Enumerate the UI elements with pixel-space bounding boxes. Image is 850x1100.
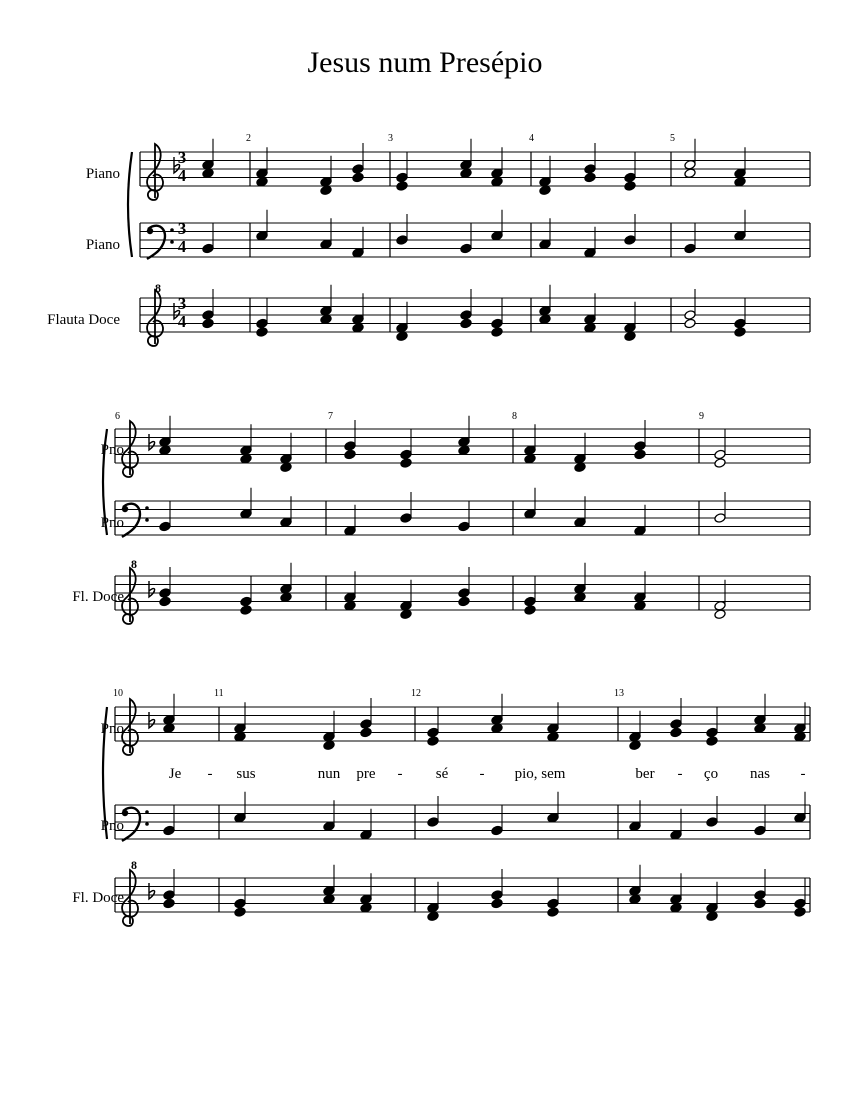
instrument-label-piano-treble: Pno bbox=[100, 721, 124, 737]
note-head bbox=[491, 825, 503, 836]
note-head bbox=[234, 907, 246, 918]
note-head bbox=[539, 305, 551, 316]
staff-system bbox=[100, 699, 810, 926]
note-head bbox=[491, 890, 503, 901]
note-head bbox=[396, 181, 408, 192]
svg-text:3: 3 bbox=[177, 148, 187, 167]
note-head bbox=[202, 168, 214, 179]
note-head bbox=[344, 600, 356, 611]
note-head bbox=[491, 714, 503, 725]
note-head bbox=[256, 168, 268, 179]
note-head bbox=[706, 911, 718, 922]
measure-number: 4 bbox=[529, 133, 534, 144]
note-head bbox=[714, 609, 726, 620]
note-head bbox=[460, 310, 472, 321]
note-head bbox=[491, 168, 503, 179]
note-head bbox=[320, 305, 332, 316]
note-head bbox=[491, 176, 503, 187]
note-head bbox=[714, 600, 726, 611]
lyric-syllable: nun bbox=[317, 766, 341, 782]
note-head bbox=[539, 176, 551, 187]
lyric-syllable: ber bbox=[635, 766, 655, 782]
lyric-syllable: sus bbox=[236, 766, 256, 782]
note-head bbox=[539, 314, 551, 325]
note-head bbox=[159, 436, 171, 447]
instrument-label-piano-bass: Pno bbox=[100, 818, 124, 834]
note-head bbox=[714, 458, 726, 469]
note-head bbox=[202, 318, 214, 329]
note-head bbox=[352, 164, 364, 175]
note-head bbox=[344, 525, 356, 536]
note-head bbox=[547, 907, 559, 918]
note-head bbox=[280, 462, 292, 473]
note-head bbox=[634, 600, 646, 611]
notes-system bbox=[163, 694, 806, 922]
note-head bbox=[256, 176, 268, 187]
note-head bbox=[794, 907, 806, 918]
note-head bbox=[360, 727, 372, 738]
note-head bbox=[352, 172, 364, 183]
note-head bbox=[344, 449, 356, 460]
note-head bbox=[624, 172, 636, 183]
lyric-syllable: nas bbox=[750, 766, 770, 782]
note-head bbox=[458, 436, 470, 447]
instrument-label-piano-bass: Piano bbox=[85, 237, 120, 253]
note-head bbox=[280, 453, 292, 464]
note-head bbox=[240, 453, 252, 464]
note-head bbox=[460, 159, 472, 170]
note-head bbox=[754, 714, 766, 725]
note-head bbox=[734, 230, 746, 241]
note-head bbox=[396, 322, 408, 333]
note-head bbox=[794, 723, 806, 734]
lyric-hyphen: - bbox=[800, 766, 806, 782]
note-head bbox=[524, 453, 536, 464]
lyric-syllable: pre bbox=[356, 766, 376, 782]
note-head bbox=[634, 441, 646, 452]
instrument-label-piano-treble: Piano bbox=[85, 166, 120, 182]
octave-mark: 8 bbox=[155, 281, 161, 295]
notation-layer bbox=[159, 139, 806, 922]
note-head bbox=[706, 736, 718, 747]
note-head bbox=[684, 318, 696, 329]
note-head bbox=[794, 731, 806, 742]
note-head bbox=[524, 508, 536, 519]
note-head bbox=[574, 583, 586, 594]
note-head bbox=[634, 449, 646, 460]
note-head bbox=[491, 318, 503, 329]
note-head bbox=[754, 898, 766, 909]
measure-number: 6 bbox=[115, 411, 120, 422]
note-head bbox=[400, 600, 412, 611]
note-head bbox=[734, 168, 746, 179]
note-head bbox=[629, 731, 641, 742]
note-head bbox=[684, 159, 696, 170]
note-head bbox=[427, 817, 439, 828]
measure-number: 5 bbox=[670, 133, 675, 144]
note-head bbox=[427, 736, 439, 747]
note-head bbox=[584, 247, 596, 258]
note-head bbox=[734, 176, 746, 187]
octave-mark: 8 bbox=[131, 557, 137, 571]
note-head bbox=[400, 513, 412, 524]
note-head bbox=[360, 829, 372, 840]
note-head bbox=[574, 453, 586, 464]
note-head bbox=[714, 449, 726, 460]
note-head bbox=[524, 596, 536, 607]
note-head bbox=[460, 318, 472, 329]
note-head bbox=[323, 740, 335, 751]
note-head bbox=[794, 898, 806, 909]
note-head bbox=[629, 894, 641, 905]
score-title: Jesus num Presépio bbox=[307, 46, 543, 79]
note-head bbox=[491, 327, 503, 338]
measure-number: 11 bbox=[214, 688, 224, 699]
note-head bbox=[320, 314, 332, 325]
note-head bbox=[344, 441, 356, 452]
note-head bbox=[670, 829, 682, 840]
note-head bbox=[794, 812, 806, 823]
svg-text:3: 3 bbox=[177, 294, 187, 313]
note-head bbox=[240, 605, 252, 616]
note-head bbox=[491, 723, 503, 734]
svg-text:4: 4 bbox=[177, 312, 187, 331]
flat-icon bbox=[149, 712, 155, 728]
measure-number: 12 bbox=[411, 688, 421, 699]
note-head bbox=[323, 885, 335, 896]
note-head bbox=[159, 596, 171, 607]
flat-icon bbox=[149, 883, 155, 899]
note-head bbox=[539, 239, 551, 250]
note-head bbox=[584, 172, 596, 183]
svg-text:4: 4 bbox=[177, 166, 187, 185]
note-head bbox=[754, 825, 766, 836]
note-head bbox=[234, 898, 246, 909]
note-head bbox=[159, 445, 171, 456]
measure-number: 10 bbox=[113, 688, 123, 699]
note-head bbox=[320, 176, 332, 187]
note-head bbox=[670, 727, 682, 738]
note-head bbox=[624, 235, 636, 246]
note-head bbox=[458, 596, 470, 607]
note-head bbox=[202, 243, 214, 254]
note-head bbox=[584, 314, 596, 325]
note-head bbox=[256, 327, 268, 338]
note-head bbox=[159, 521, 171, 532]
note-head bbox=[629, 740, 641, 751]
note-head bbox=[574, 462, 586, 473]
note-head bbox=[396, 172, 408, 183]
staff-system bbox=[100, 421, 810, 624]
note-head bbox=[670, 902, 682, 913]
note-head bbox=[256, 318, 268, 329]
note-head bbox=[624, 331, 636, 342]
note-head bbox=[163, 890, 175, 901]
note-head bbox=[240, 508, 252, 519]
note-head bbox=[684, 243, 696, 254]
note-head bbox=[539, 185, 551, 196]
svg-text:4: 4 bbox=[177, 237, 187, 256]
note-head bbox=[629, 821, 641, 832]
note-head bbox=[547, 731, 559, 742]
instrument-label-flute: Flauta Doce bbox=[47, 312, 120, 328]
note-head bbox=[574, 592, 586, 603]
note-head bbox=[280, 517, 292, 528]
note-head bbox=[734, 327, 746, 338]
note-head bbox=[352, 322, 364, 333]
note-head bbox=[524, 605, 536, 616]
note-head bbox=[491, 230, 503, 241]
note-head bbox=[323, 821, 335, 832]
note-head bbox=[234, 731, 246, 742]
note-head bbox=[159, 588, 171, 599]
note-head bbox=[323, 731, 335, 742]
note-head bbox=[458, 588, 470, 599]
note-head bbox=[584, 322, 596, 333]
note-head bbox=[202, 310, 214, 321]
note-head bbox=[706, 902, 718, 913]
note-head bbox=[360, 894, 372, 905]
note-head bbox=[634, 592, 646, 603]
note-head bbox=[400, 609, 412, 620]
lyric-syllable: ço bbox=[703, 766, 719, 782]
note-head bbox=[624, 181, 636, 192]
measure-number: 8 bbox=[512, 411, 517, 422]
note-head bbox=[320, 239, 332, 250]
measure-number: 3 bbox=[388, 133, 393, 144]
note-head bbox=[320, 185, 332, 196]
lyric-hyphen: - bbox=[397, 766, 403, 782]
note-head bbox=[163, 714, 175, 725]
note-head bbox=[427, 902, 439, 913]
note-head bbox=[256, 230, 268, 241]
note-head bbox=[734, 318, 746, 329]
note-head bbox=[323, 894, 335, 905]
note-head bbox=[163, 898, 175, 909]
instrument-label-flute: Fl. Doce bbox=[72, 890, 124, 906]
note-head bbox=[280, 583, 292, 594]
note-head bbox=[202, 159, 214, 170]
note-head bbox=[360, 719, 372, 730]
octave-mark: 8 bbox=[131, 858, 137, 872]
note-head bbox=[574, 517, 586, 528]
flat-icon bbox=[149, 581, 155, 597]
note-head bbox=[344, 592, 356, 603]
note-head bbox=[634, 525, 646, 536]
note-head bbox=[163, 825, 175, 836]
note-head bbox=[427, 911, 439, 922]
note-head bbox=[400, 449, 412, 460]
lyric-syllable: sé bbox=[435, 766, 449, 782]
note-head bbox=[427, 727, 439, 738]
note-head bbox=[706, 817, 718, 828]
note-head bbox=[524, 445, 536, 456]
note-head bbox=[396, 235, 408, 246]
note-head bbox=[706, 727, 718, 738]
note-head bbox=[234, 723, 246, 734]
note-head bbox=[584, 164, 596, 175]
lyric-syllable: Je bbox=[168, 766, 182, 782]
brace-icon bbox=[128, 152, 132, 257]
note-head bbox=[400, 458, 412, 469]
note-head bbox=[670, 719, 682, 730]
note-head bbox=[163, 723, 175, 734]
note-head bbox=[754, 890, 766, 901]
note-head bbox=[352, 314, 364, 325]
instrument-label-piano-treble: Pno bbox=[100, 442, 124, 458]
lyric-hyphen: - bbox=[207, 766, 213, 782]
flat-icon bbox=[149, 434, 155, 450]
note-head bbox=[714, 513, 726, 524]
note-head bbox=[280, 592, 292, 603]
note-head bbox=[234, 812, 246, 823]
note-head bbox=[460, 243, 472, 254]
measure-number: 9 bbox=[699, 411, 704, 422]
measure-number: 13 bbox=[614, 688, 624, 699]
note-head bbox=[458, 445, 470, 456]
note-head bbox=[624, 322, 636, 333]
note-head bbox=[458, 521, 470, 532]
measure-number: 7 bbox=[328, 411, 333, 422]
lyric-syllable: pio, sem bbox=[514, 766, 566, 782]
note-head bbox=[240, 445, 252, 456]
note-head bbox=[547, 812, 559, 823]
note-head bbox=[629, 885, 641, 896]
note-head bbox=[491, 898, 503, 909]
note-head bbox=[754, 723, 766, 734]
note-head bbox=[684, 310, 696, 321]
svg-text:3: 3 bbox=[177, 219, 187, 238]
note-head bbox=[670, 894, 682, 905]
note-head bbox=[684, 168, 696, 179]
note-head bbox=[460, 168, 472, 179]
measure-number: 2 bbox=[246, 133, 251, 144]
note-head bbox=[396, 331, 408, 342]
instrument-label-flute: Fl. Doce bbox=[72, 589, 124, 605]
note-head bbox=[360, 902, 372, 913]
note-head bbox=[547, 898, 559, 909]
instrument-label-piano-bass: Pno bbox=[100, 515, 124, 531]
note-head bbox=[352, 247, 364, 258]
note-head bbox=[547, 723, 559, 734]
lyric-hyphen: - bbox=[479, 766, 485, 782]
note-head bbox=[240, 596, 252, 607]
lyric-hyphen: - bbox=[677, 766, 683, 782]
